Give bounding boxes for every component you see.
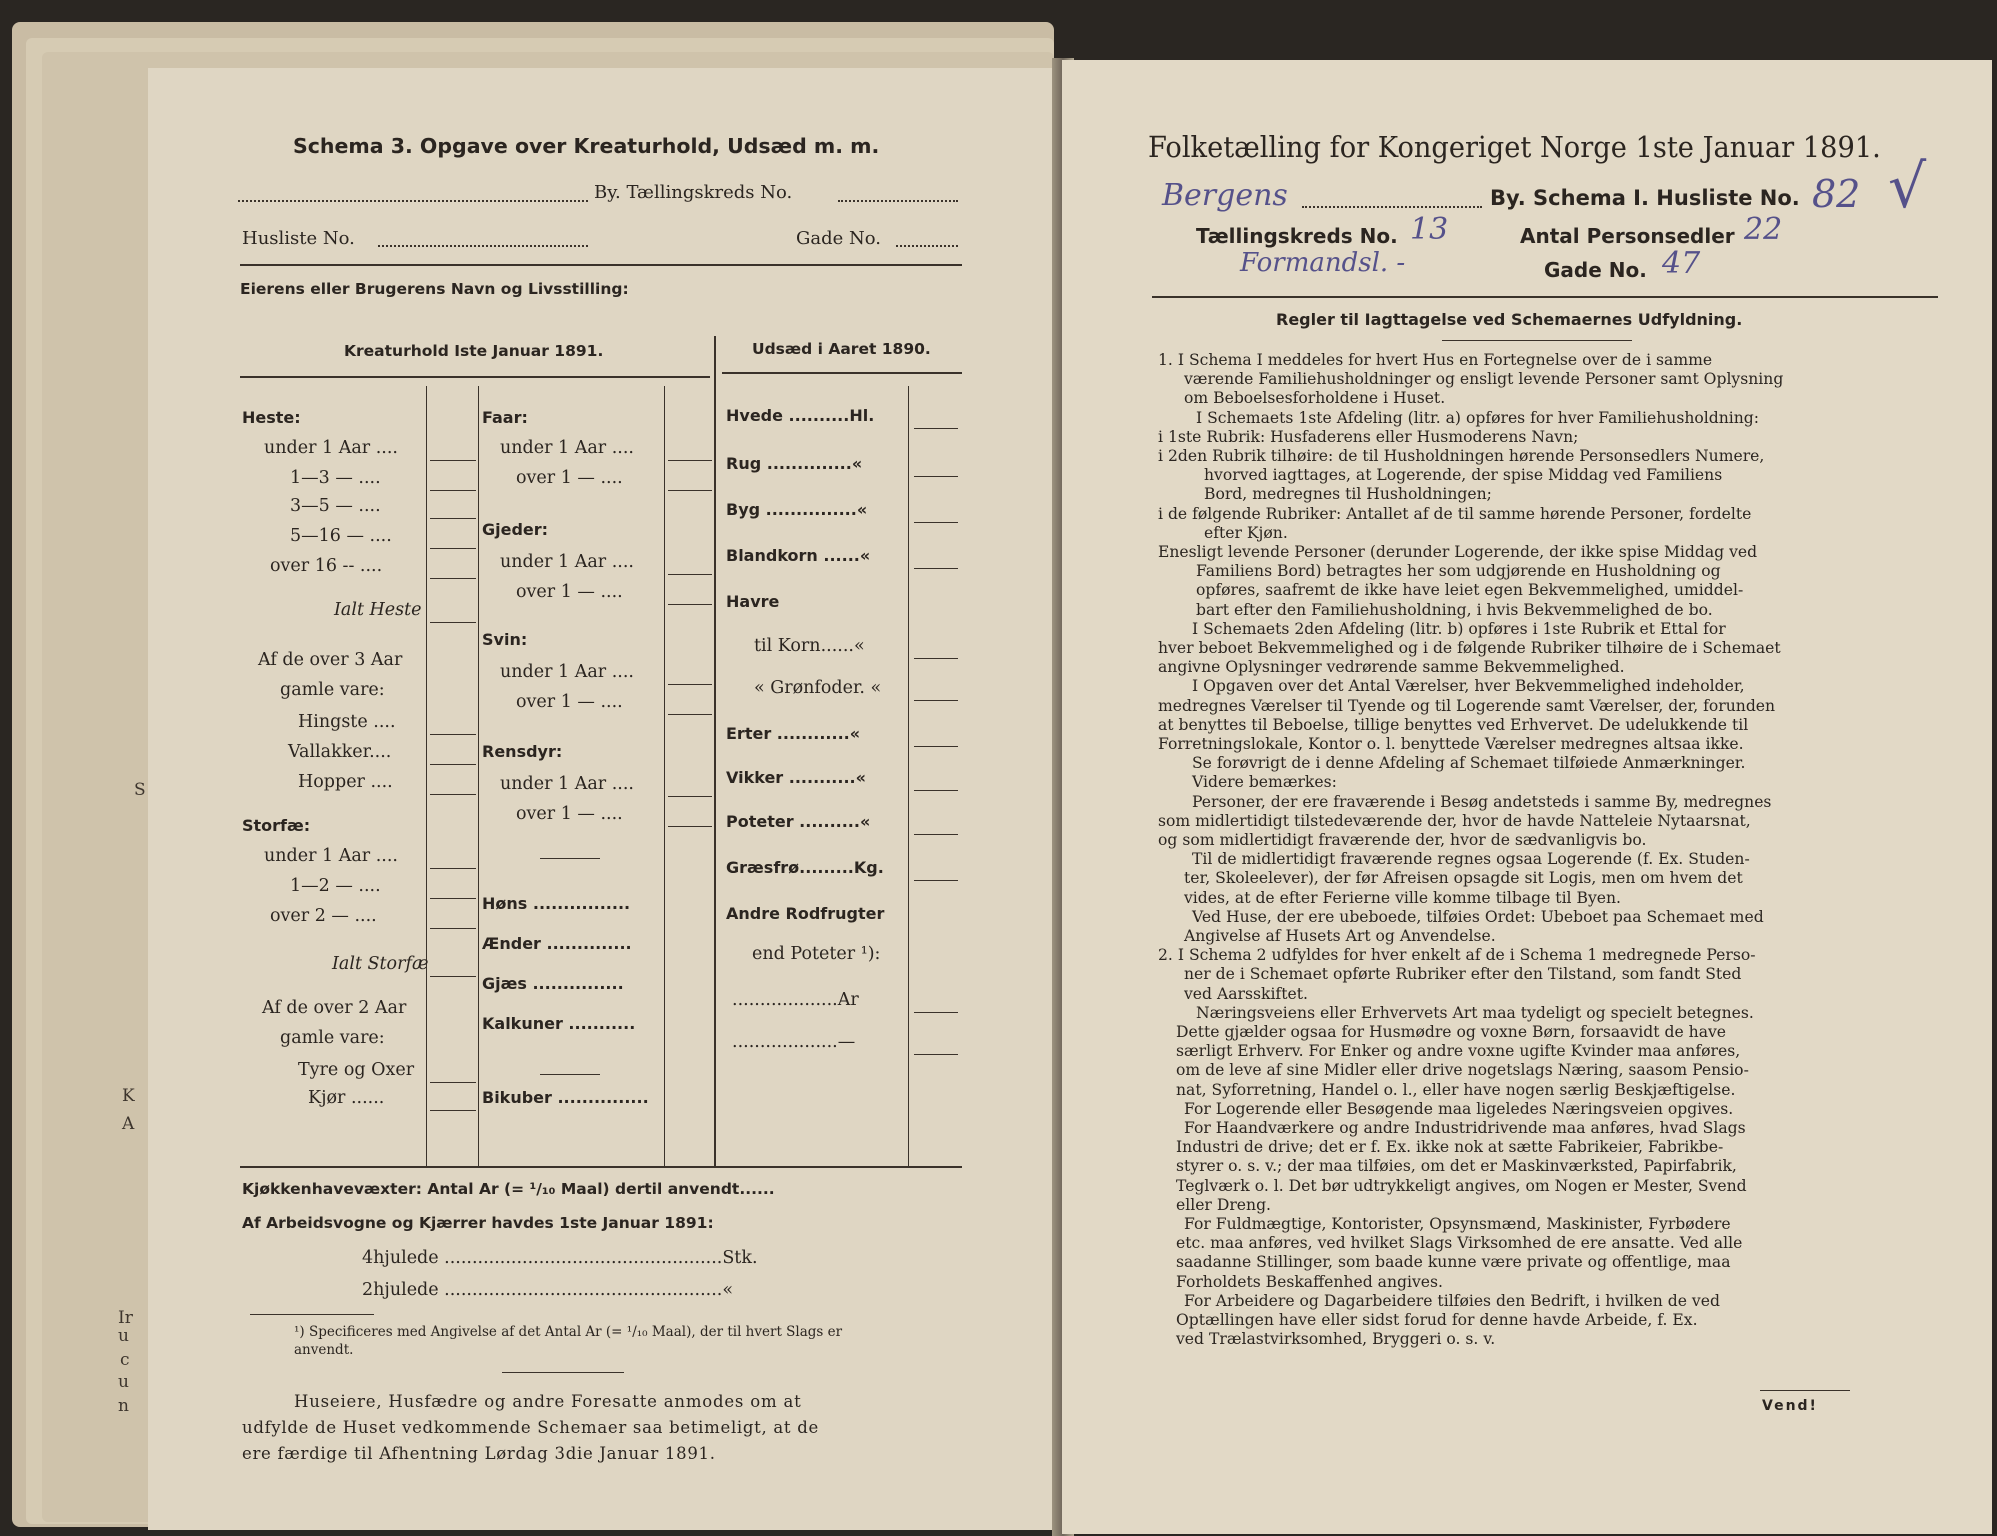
table-entry: Erter ............« (726, 724, 861, 743)
rule-line: i 2den Rubrik tilhøire: de til Husholdningen hørende Personsedlers Numere, (1158, 447, 1765, 465)
entry-blank-line (430, 928, 476, 929)
entry-blank-line (914, 476, 958, 477)
kjokkenhave-line: Kjøkkenhavevæxter: Antal Ar (= ¹/₁₀ Maal) dertil anvendt...... (242, 1180, 775, 1198)
rule-line: særligt Erhverv. For Enker og andre voxne ugifte Kvinder maa anføres, (1176, 1042, 1741, 1061)
rule-line: saadanne Stillinger, som baade kunne være private og offentlige, maa (1176, 1253, 1731, 1272)
table-entry: Faar: (482, 408, 528, 427)
edge-letter: u (118, 1372, 129, 1392)
entry-blank-line (914, 568, 958, 569)
edge-letter: S (134, 780, 146, 800)
table-entry: over 1 — .... (516, 692, 623, 712)
rule-line: Forretningslokale, Kontor o. l. benyttede Værelser medregnes altsaa ikke. (1158, 735, 1744, 753)
table-bottom-rule (240, 1166, 962, 1168)
entry-blank-line (430, 490, 476, 491)
husliste-label: Husliste No. (242, 228, 355, 249)
entry-blank-line (430, 868, 476, 869)
rule-line: Videre bemærkes: (1192, 773, 1337, 792)
table-entry: Vikker ...........« (726, 768, 866, 787)
rule-line: angivne Oplysninger vedrørende samme Bekvemmelighed. (1158, 658, 1625, 677)
rule-line: styrer o. s. v.; der maa tilføies, om det er Maskinværksted, Papirfabrik, (1176, 1157, 1737, 1176)
table-entry: over 1 — .... (516, 468, 623, 488)
entry-blank-line (668, 490, 712, 491)
rule-line: hver beboet Bekvemmelighed og i de følgende Rubriker tilhøire de i Schemaet (1158, 639, 1781, 657)
kreaturhold-heading: Kreaturhold Iste Januar 1891. (344, 342, 604, 360)
table-entry: Andre Rodfrugter (726, 904, 885, 923)
by-schema-husliste-label: By. Schema I. Husliste No. (1490, 186, 1800, 210)
entry-blank-line (430, 548, 476, 549)
table-entry: Storfæ: (242, 816, 311, 835)
husliste-dotted-line (378, 245, 588, 247)
rule-line: I Schemaets 2den Afdeling (litr. b) opføres i 1ste Rubrik et Ettal for (1192, 619, 1726, 638)
left-page-schema-3 (148, 68, 1060, 1530)
header-rule (240, 264, 962, 266)
gade-label: Gade No. (796, 228, 881, 249)
folketaelling-title: Folketælling for Kongeriget Norge 1ste Januar 1891. (1148, 130, 1881, 164)
rule-line: For Arbeidere og Dagarbeidere tilføies den Bedrift, i hvilken de ved (1184, 1291, 1720, 1310)
table-entry: under 1 Aar .... (264, 846, 398, 866)
rule-line: medregnes Værelser til Tyende og til Logerende samt Værelser, der, forunden (1158, 696, 1776, 715)
table-entry: Rug ..............« (726, 454, 863, 473)
entry-blank-line (430, 764, 476, 765)
table-entry: Rensdyr: (482, 742, 563, 761)
closing-rule (502, 1372, 624, 1373)
footnote-rule (250, 1314, 374, 1315)
rule-line: 1. I Schema I meddeles for hvert Hus en Fortegnelse over de i samme (1158, 351, 1713, 369)
rule-line: ter, Skoleelever), der før Afreisen opsagde sit Logis, men om hvem det (1184, 869, 1743, 888)
edge-letter: c (120, 1350, 130, 1370)
rule-line: ved Trælastvirksomhed, Bryggeri o. s. v. (1176, 1330, 1496, 1349)
table-entry: Svin: (482, 630, 528, 649)
schema-3-title: Schema 3. Opgave over Kreaturhold, Udsæd m. m. (293, 134, 880, 158)
entry-blank-line (430, 734, 476, 735)
table-entry: over 16 -- .... (270, 556, 383, 576)
table-entry: Heste: (242, 408, 301, 427)
edge-letter: Ir (118, 1308, 133, 1328)
entry-blank-line (668, 684, 712, 685)
table-entry: over 2 — .... (270, 906, 377, 926)
divider-col3 (908, 386, 909, 1166)
table-entry: under 1 Aar .... (500, 774, 634, 794)
entry-blank-line (668, 604, 712, 605)
entry-blank-line (430, 622, 476, 623)
table-entry: under 1 Aar .... (500, 662, 634, 682)
entry-blank-line (668, 796, 712, 797)
table-entry: Hvede ..........Hl. (726, 406, 875, 425)
table-entry: 5—16 — .... (290, 526, 392, 546)
rule-line: ved Aarsskiftet. (1184, 984, 1308, 1003)
table-entry: Hopper .... (298, 772, 393, 792)
table-header-rule-right (722, 372, 962, 374)
vend-label: Vend! (1762, 1398, 1818, 1414)
eier-label: Eierens eller Brugerens Navn og Livsstilling: (240, 280, 629, 298)
divider-udsaed (714, 336, 716, 1166)
kreds-number-handwritten: 13 (1410, 212, 1449, 247)
table-entry: under 1 Aar .... (500, 552, 634, 572)
rule-line: Til de midlertidigt fraværende regnes ogsaa Logerende (f. Ex. Studen- (1192, 850, 1750, 869)
table-entry: Kjør ...... (308, 1088, 385, 1108)
to-hjulede: 2hjulede ..................................................« (362, 1280, 734, 1300)
table-entry: Af de over 2 Aar (262, 998, 407, 1018)
by-kreds-label: By. Tællingskreds No. (594, 182, 793, 203)
gade-number-handwritten: 47 (1662, 246, 1701, 281)
edge-letter: K (122, 1086, 135, 1106)
rule-line: Næringsveiens eller Erhvervets Art maa tydeligt og specielt betegnes. (1196, 1003, 1754, 1022)
rule-line: ner de i Schemaet opførte Rubriker efter den Tilstand, som fandt Sted (1184, 965, 1742, 984)
table-entry: Vallakker.... (288, 742, 392, 762)
rule-line: at benyttes til Beboelse, tillige benyttes ved Erhvervet. De udelukkende til (1158, 715, 1749, 734)
table-entry: Ænder .............. (482, 934, 632, 953)
closing-line-1: Huseiere, Husfædre og andre Foresatte anmodes om at (294, 1392, 802, 1411)
rule-line: Se forøvrigt de i denne Afdeling af Schemaet tilføiede Anmærkninger. (1192, 754, 1746, 773)
table-entry: gamle vare: (280, 680, 385, 700)
husliste-number-handwritten: 82 (1812, 172, 1861, 216)
table-entry: under 1 Aar .... (264, 438, 398, 458)
entry-blank-line (914, 834, 958, 835)
table-entry: Af de over 3 Aar (258, 650, 403, 670)
rule-line: hvorved iagttages, at Logerende, der spise Middag ved Familiens (1204, 466, 1723, 485)
rule-line: bart efter den Familiehusholdning, i hvis Bekvemmelighed de bo. (1196, 600, 1713, 619)
entry-blank-line (914, 880, 958, 881)
rule-line: For Haandværkere og andre Industridrivende maa anføres, hvad Slags (1184, 1119, 1746, 1137)
rule-line: I Opgaven over det Antal Værelser, hver Bekvemmelighed indeholder, (1192, 677, 1745, 696)
separator-line (540, 858, 600, 859)
by-dotted-line-right (1302, 206, 1482, 208)
rule-line: Angivelse af Husets Art og Anvendelse. (1184, 927, 1496, 945)
entry-blank-line (430, 976, 476, 977)
rule-line: værende Familiehusholdninger og ensligt levende Personer samt Oplysning (1184, 370, 1784, 389)
closing-line-2: udfylde de Huset vedkommende Schemaer saa betimeligt, at de (242, 1418, 819, 1437)
table-entry: Gjeder: (482, 520, 549, 539)
rule-line: nat, Syforretning, Handel o. l., eller have nogen særlig Beskjæftigelse. (1176, 1080, 1736, 1099)
table-entry: over 1 — .... (516, 804, 623, 824)
edge-letter: A (122, 1114, 135, 1134)
table-entry: gamle vare: (280, 1028, 385, 1048)
antal-personsedler-label: Antal Personsedler (1520, 224, 1735, 248)
rule-line: Enesligt levende Personer (derunder Logerende, der ikke spise Middag ved (1158, 543, 1758, 561)
rule-line: vides, at de efter Ferierne ville komme tilbage til Byen. (1184, 888, 1621, 907)
table-entry: Græsfrø.........Kg. (726, 858, 884, 877)
table-entry: end Poteter ¹): (752, 944, 881, 964)
rule-line: i de følgende Rubriker: Antallet af de til samme hørende Personer, fordelte (1158, 504, 1752, 523)
table-header-rule-left (240, 376, 710, 378)
entry-blank-line (668, 826, 712, 827)
table-entry: 3—5 — .... (290, 496, 381, 516)
divider-col2 (664, 386, 665, 1166)
entry-blank-line (430, 898, 476, 899)
table-entry: Ialt Storfæ (332, 954, 429, 974)
table-entry: Kalkuner ........... (482, 1014, 636, 1033)
entry-blank-line (914, 790, 958, 791)
edge-letter: u (118, 1326, 129, 1346)
rule-line: efter Kjøn. (1204, 523, 1288, 542)
table-entry: ...................Ar (732, 990, 859, 1010)
table-entry: 1—3 — .... (290, 468, 381, 488)
table-entry: Bikuber ............... (482, 1088, 649, 1107)
entry-blank-line (430, 460, 476, 461)
antal-number-handwritten: 22 (1744, 212, 1783, 247)
kreds-label-right: Tællingskreds No. (1196, 224, 1398, 248)
rule-line: Personer, der ere fraværende i Besøg andetsteds i samme By, medregnes (1192, 792, 1772, 811)
entry-blank-line (668, 574, 712, 575)
entry-blank-line (914, 658, 958, 659)
entry-blank-line (430, 578, 476, 579)
separator-line (540, 1074, 600, 1075)
closing-line-3: ere færdige til Afhentning Lørdag 3die Januar 1891. (242, 1444, 716, 1463)
table-entry: over 1 — .... (516, 582, 623, 602)
entry-blank-line (914, 700, 958, 701)
rule-line: For Fuldmægtige, Kontorister, Opsynsmænd, Maskinister, Fyrbødere (1184, 1215, 1731, 1233)
table-entry: Ialt Heste (334, 600, 422, 620)
rule-line: som midlertidigt tilstedeværende der, hvor de havde Natteleie Nytaarsnat, (1158, 811, 1751, 830)
edge-letter: n (118, 1396, 129, 1416)
rule-line: eller Dreng. (1176, 1195, 1272, 1214)
right-page-schema-1 (1062, 60, 1992, 1534)
rule-line: om Beboelsesforholdene i Huset. (1184, 389, 1446, 408)
table-entry: « Grønfoder. « (754, 678, 882, 698)
entry-blank-line (430, 794, 476, 795)
udsaed-heading: Udsæd i Aaret 1890. (752, 340, 931, 358)
table-entry: 1—2 — .... (290, 876, 381, 896)
table-entry: Gjæs ............... (482, 974, 624, 993)
entry-blank-line (430, 1082, 476, 1083)
by-name-handwritten: Bergens (1162, 178, 1288, 213)
rule-line: Industri de drive; det er f. Ex. ikke nok at sætte Fabrikeier, Fabrikbe- (1176, 1138, 1724, 1157)
table-entry: Poteter ..........« (726, 812, 871, 831)
right-header-rule (1152, 296, 1938, 298)
footnote-line-1: ¹) Specificeres med Angivelse af det Antal Ar (= ¹/₁₀ Maal), der til hvert Slags er (294, 1324, 843, 1340)
gade-dotted-line (896, 245, 958, 247)
table-entry: til Korn......« (754, 636, 865, 656)
entry-blank-line (430, 518, 476, 519)
rule-line: 2. I Schema 2 udfyldes for hver enkelt af de i Schema 1 medregnede Perso- (1158, 946, 1756, 965)
entry-blank-line (430, 1110, 476, 1111)
entry-blank-line (914, 1054, 958, 1055)
entry-blank-line (668, 460, 712, 461)
rule-line: Bord, medregnes til Husholdningen; (1204, 485, 1492, 504)
rule-line: etc. maa anføres, ved hvilket Slags Virksomhed de ere ansatte. Ved alle (1176, 1234, 1743, 1253)
table-entry: Blandkorn ......« (726, 546, 871, 565)
table-entry: Tyre og Oxer (298, 1060, 415, 1080)
rule-line: om de leve af sine Midler eller drive nogetslags Næring, saasom Pensio- (1176, 1061, 1749, 1080)
rule-line: Dette gjælder ogsaa for Husmødre og voxne Børn, forsaavidt de have (1176, 1023, 1727, 1041)
rule-line: Ved Huse, der ere ubeboede, tilføies Ordet: Ubeboet paa Schemaet med (1192, 907, 1764, 926)
arbeidsvogne-line: Af Arbeidsvogne og Kjærrer havdes 1ste Januar 1891: (242, 1214, 714, 1232)
gade-name-handwritten: Formandsl. - (1240, 248, 1406, 278)
footnote-line-2: anvendt. (294, 1342, 354, 1358)
regler-rule (1442, 340, 1632, 341)
gade-label-right: Gade No. (1544, 258, 1647, 282)
regler-title: Regler til Iagttagelse ved Schemaernes Udfyldning. (1276, 310, 1743, 329)
entry-blank-line (668, 714, 712, 715)
table-entry: Havre (726, 592, 780, 611)
table-entry: Byg ...............« (726, 500, 868, 519)
rule-line: Familiens Bord) betragtes her som udgjørende en Husholdning og (1196, 562, 1721, 581)
kreds-dotted-line (838, 200, 958, 202)
entry-blank-line (914, 1012, 958, 1013)
check-mark-handwritten: √ (1888, 152, 1927, 222)
rule-line: opføres, saafremt de ikke have leiet egen Bekvemmelighed, umiddel- (1196, 581, 1744, 600)
rule-line: Optællingen have eller sidst forud for denne havde Arbeide, f. Ex. (1176, 1311, 1698, 1329)
table-entry: Hingste .... (298, 712, 396, 732)
entry-blank-line (914, 428, 958, 429)
rule-line: og som midlertidigt fraværende der, hvor de sædvanligvis bo. (1158, 831, 1647, 849)
entry-blank-line (914, 522, 958, 523)
table-entry: under 1 Aar .... (500, 438, 634, 458)
fire-hjulede: 4hjulede ..................................................Stk. (362, 1248, 758, 1268)
divider-col1 (426, 386, 427, 1166)
table-entry: ...................— (732, 1032, 856, 1052)
by-dotted-line (238, 200, 588, 202)
rule-line: Forholdets Beskaffenhed angives. (1176, 1272, 1443, 1291)
vend-rule (1760, 1390, 1850, 1391)
rule-line: Teglværk o. l. Det bør udtrykkeligt angives, om Nogen er Mester, Svend (1176, 1176, 1747, 1195)
entry-blank-line (914, 746, 958, 747)
table-entry: Høns ................ (482, 894, 631, 913)
rule-line: For Logerende eller Besøgende maa ligeledes Næringsveien opgives. (1184, 1099, 1734, 1118)
divider-col1b (478, 386, 479, 1166)
rule-line: i 1ste Rubrik: Husfaderens eller Husmoderens Navn; (1158, 427, 1579, 446)
rule-line: I Schemaets 1ste Afdeling (litr. a) opføres for hver Familiehusholdning: (1196, 408, 1760, 427)
